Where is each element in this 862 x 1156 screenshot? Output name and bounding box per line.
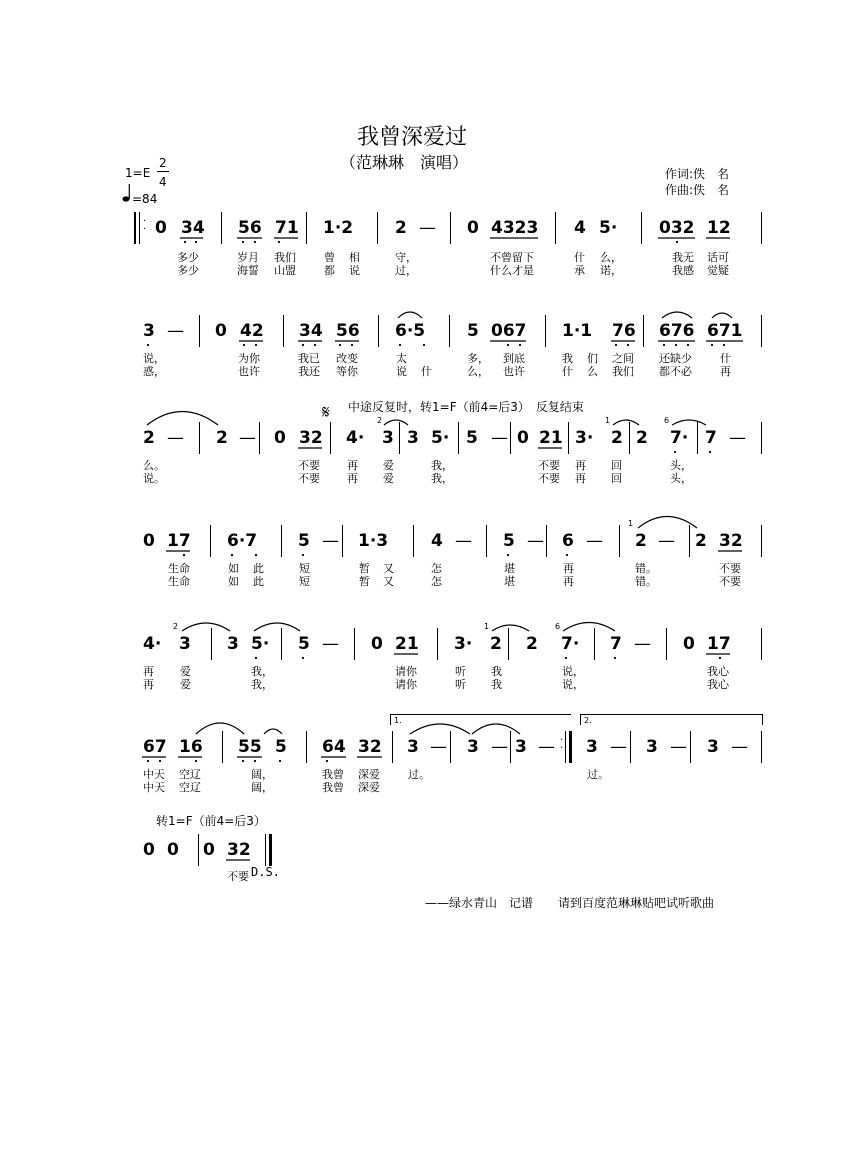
note: 3· <box>575 428 594 448</box>
lyric: 再 <box>143 665 154 678</box>
note: 4 <box>574 218 586 238</box>
note: 3 <box>143 321 155 341</box>
volta-1-label: 1. <box>394 716 402 725</box>
note: 21 <box>395 634 419 654</box>
lyric: 听 <box>455 665 466 678</box>
note: 5 <box>466 428 478 448</box>
note: 4 <box>431 531 443 551</box>
lyric: 头， <box>670 472 692 485</box>
dash: — <box>322 531 339 551</box>
grace-note: 2 <box>377 416 383 425</box>
note: 067 <box>491 321 527 341</box>
lyric: 我， <box>431 459 453 472</box>
time-signature-bottom: 4 <box>159 175 167 189</box>
lyric: 回 <box>611 472 622 485</box>
lyric: 说。 <box>143 472 165 485</box>
lyric: 过。 <box>587 768 609 781</box>
dash: — <box>670 737 687 757</box>
composer: 作曲:佚 名 <box>665 183 730 197</box>
note: 3 <box>646 737 658 757</box>
note: 1·1 <box>562 321 593 341</box>
lyric: 暂 <box>359 575 370 588</box>
lyric: 什 <box>574 251 585 264</box>
note: 3 <box>467 737 479 757</box>
lyric: 我心 <box>707 665 729 678</box>
dash: — <box>586 531 603 551</box>
lyric: 不要 <box>227 870 249 883</box>
lyric: 我 <box>491 678 502 691</box>
note: 0 <box>517 428 529 448</box>
note: 32 <box>358 737 382 757</box>
lyric: 我， <box>251 678 273 691</box>
note: 3 <box>179 634 191 654</box>
note: 5 <box>503 531 515 551</box>
lyric: 过。 <box>408 768 430 781</box>
lyric: 不曾留下 <box>490 251 534 264</box>
lyric: 太 <box>396 352 407 365</box>
lyric: 过， <box>395 264 417 277</box>
lyric: 海誓 <box>237 264 259 277</box>
note: 55 <box>238 737 262 757</box>
lyric: 听 <box>455 678 466 691</box>
lyric: 爱 <box>383 472 394 485</box>
lyric: 我已 <box>298 352 320 365</box>
dash: — <box>610 737 627 757</box>
lyric: 短 <box>299 562 310 575</box>
volta-2-label: 2. <box>584 716 592 725</box>
lyric: 暂 <box>359 562 370 575</box>
lyric: 我无 <box>672 251 694 264</box>
lyric: 头， <box>670 459 692 472</box>
lyric: 到底 <box>503 352 525 365</box>
lyric: 如 <box>228 575 239 588</box>
segno-icon: 𝄋 <box>322 402 330 423</box>
repeat-end-dots: · · <box>560 735 564 754</box>
note: 32 <box>719 531 743 551</box>
repeat-instruction: 中途反复时，转1=F（前4=后3） 反复结束 <box>348 400 584 414</box>
lyric: 也许 <box>503 365 525 378</box>
lyric: 说， <box>562 678 584 691</box>
lyric: 们 <box>587 352 598 365</box>
lyric: 再 <box>143 678 154 691</box>
lyric: 我们 <box>612 365 634 378</box>
lyric: 为你 <box>238 352 260 365</box>
lyric: 之间 <box>612 352 634 365</box>
note: 676 <box>659 321 695 341</box>
lyric: 再 <box>575 459 586 472</box>
lyric: 爱 <box>180 678 191 691</box>
time-signature-top: 2 <box>159 156 167 170</box>
lyric: 阔， <box>251 781 273 794</box>
lyric: 都 <box>324 264 335 277</box>
dal-segno-mark: D.S. <box>251 865 280 879</box>
lyric: 说 <box>396 365 407 378</box>
dash: — <box>455 531 472 551</box>
note: 1·3 <box>358 531 389 551</box>
note: 2 <box>216 428 228 448</box>
note: 67 <box>143 737 167 757</box>
note: 3 <box>227 634 239 654</box>
performer-subtitle: （范琳琳 演唱） <box>340 153 469 172</box>
grace-note: 1 <box>484 622 490 631</box>
lyric: 再 <box>575 472 586 485</box>
lyric: 什 <box>421 365 432 378</box>
dash: — <box>239 428 256 448</box>
lyric: 怎 <box>431 562 442 575</box>
note: 56 <box>336 321 360 341</box>
lyric: 不要 <box>538 459 560 472</box>
note: 0 <box>467 218 479 238</box>
lyric: 错。 <box>635 562 657 575</box>
note: 17 <box>167 531 191 551</box>
note: 2 <box>490 634 502 654</box>
dash: — <box>419 218 436 238</box>
note: 32 <box>227 840 251 860</box>
dash: — <box>658 531 675 551</box>
lyric: 承 <box>574 264 585 277</box>
lyric: 不要 <box>298 459 320 472</box>
lyric: 此 <box>253 562 264 575</box>
note: 5 <box>467 321 479 341</box>
lyric: 短 <box>299 575 310 588</box>
lyric: 我还 <box>298 365 320 378</box>
lyric: 都不必 <box>659 365 692 378</box>
note: 3 <box>382 428 394 448</box>
lyric: 深爱 <box>358 768 380 781</box>
note: 3 <box>515 737 527 757</box>
note: 42 <box>240 321 264 341</box>
lyricist: 作词:佚 名 <box>665 167 730 181</box>
dash: — <box>322 634 339 654</box>
dash: — <box>538 737 555 757</box>
lyric: 守， <box>395 251 417 264</box>
note: 56 <box>238 218 262 238</box>
lyric: 诺， <box>600 264 622 277</box>
lyric: 不要 <box>298 472 320 485</box>
lyric: 如 <box>228 562 239 575</box>
grace-note: 1 <box>628 519 634 528</box>
note: 5 <box>298 634 310 654</box>
note: 0 <box>215 321 227 341</box>
lyric: 再 <box>347 472 358 485</box>
lyric: 又 <box>383 575 394 588</box>
note: 2 <box>695 531 707 551</box>
lyric: 我， <box>431 472 453 485</box>
note: 0 <box>371 634 383 654</box>
lyric: 再 <box>720 365 731 378</box>
lyric: 爱 <box>383 459 394 472</box>
lyric: 堪 <box>504 562 515 575</box>
lyric: 多少 <box>177 264 199 277</box>
note: 0 <box>274 428 286 448</box>
note: 0 <box>203 840 215 860</box>
note: 71 <box>275 218 299 238</box>
lyric: 中天 <box>143 768 165 781</box>
note: 4· <box>346 428 365 448</box>
lyric: 么， <box>467 365 489 378</box>
note: 0 <box>683 634 695 654</box>
lyric: 什 <box>720 352 731 365</box>
dash: — <box>167 428 184 448</box>
note: 0 <box>155 218 167 238</box>
lyric: 说， <box>143 352 165 365</box>
transcriber-credit: ——绿水青山 记谱 <box>425 896 534 910</box>
note: 16 <box>179 737 203 757</box>
note: 34 <box>299 321 323 341</box>
note: 6·5 <box>395 321 426 341</box>
lyric: 我 <box>562 352 573 365</box>
note: 34 <box>181 218 205 238</box>
lyric: 此 <box>253 575 264 588</box>
listen-note: 请到百度范琳琳贴吧试听歌曲 <box>558 896 715 910</box>
note: 12 <box>707 218 731 238</box>
grace-note: 6 <box>664 416 670 425</box>
lyric: 么， <box>600 251 622 264</box>
lyric: 么。 <box>143 459 165 472</box>
lyric: 什 <box>562 365 573 378</box>
lyric: 我们 <box>274 251 296 264</box>
dash: — <box>731 737 748 757</box>
lyric: 我曾 <box>322 781 344 794</box>
note: 671 <box>707 321 743 341</box>
lyric: 说， <box>562 665 584 678</box>
dash: — <box>634 634 651 654</box>
note: 2 <box>611 428 623 448</box>
lyric: 不要 <box>538 472 560 485</box>
lyric: 不要 <box>719 575 741 588</box>
note: 5· <box>251 634 270 654</box>
lyric: 觉疑 <box>707 264 729 277</box>
modulation-mark: 转1=F（前4=后3） <box>156 814 266 828</box>
lyric: 空辽 <box>179 781 201 794</box>
note: 5 <box>298 531 310 551</box>
note: 5· <box>599 218 618 238</box>
note: 17 <box>707 634 731 654</box>
note: 3· <box>454 634 473 654</box>
note: 1·2 <box>323 218 354 238</box>
note: 032 <box>659 218 695 238</box>
dash: — <box>491 737 508 757</box>
lyric: 错。 <box>635 575 657 588</box>
lyric: 相 <box>349 251 360 264</box>
lyric: 我曾 <box>322 768 344 781</box>
lyric: 岁月 <box>237 251 259 264</box>
note: 2 <box>635 531 647 551</box>
lyric: 我心 <box>707 678 729 691</box>
lyric: 再 <box>347 459 358 472</box>
note: 64 <box>322 737 346 757</box>
lyric: 请你 <box>395 665 417 678</box>
lyric: 还缺少 <box>659 352 692 365</box>
note: 7· <box>561 634 580 654</box>
note: 7· <box>670 428 689 448</box>
lyric: 么 <box>587 365 598 378</box>
tempo-mark: =84 <box>132 192 158 206</box>
dash: — <box>729 428 746 448</box>
note: 0 <box>167 840 179 860</box>
lyric: 又 <box>383 562 394 575</box>
note: 0 <box>143 840 155 860</box>
lyric: 多， <box>467 352 489 365</box>
lyric: 也许 <box>238 365 260 378</box>
repeat-dots: · · <box>143 216 147 235</box>
note: 0 <box>143 531 155 551</box>
note: 2 <box>636 428 648 448</box>
lyric: 堪 <box>504 575 515 588</box>
lyric: 生命 <box>168 575 190 588</box>
lyric: 空辽 <box>179 768 201 781</box>
note: 3 <box>407 737 419 757</box>
lyric: 怎 <box>431 575 442 588</box>
lyric: 不要 <box>719 562 741 575</box>
note: 6·7 <box>227 531 258 551</box>
dash: — <box>527 531 544 551</box>
lyric: 再 <box>563 562 574 575</box>
note: 7 <box>705 428 717 448</box>
lyric: 我感 <box>672 264 694 277</box>
note: 2 <box>143 428 155 448</box>
note: 3 <box>407 428 419 448</box>
lyric: 生命 <box>168 562 190 575</box>
note: 2 <box>395 218 407 238</box>
note: 3 <box>586 737 598 757</box>
grace-note: 1 <box>605 416 611 425</box>
grace-note: 6 <box>555 622 561 631</box>
lyric: 请你 <box>395 678 417 691</box>
lyric: 我 <box>491 665 502 678</box>
note: 5 <box>275 737 287 757</box>
dash: — <box>430 737 447 757</box>
lyric: 阔， <box>251 768 273 781</box>
lyric: 回 <box>611 459 622 472</box>
lyric: 曾 <box>324 251 335 264</box>
note: 2 <box>526 634 538 654</box>
note: 6 <box>562 531 574 551</box>
grace-note: 2 <box>173 622 179 631</box>
dash: — <box>167 321 184 341</box>
note: 4· <box>143 634 162 654</box>
song-title: 我曾深爱过 <box>357 125 468 150</box>
lyric: 多少 <box>177 251 199 264</box>
dash: — <box>491 428 508 448</box>
lyric: 什么才是 <box>490 264 534 277</box>
lyric: 我， <box>251 665 273 678</box>
note: 3 <box>707 737 719 757</box>
lyric: 话可 <box>707 251 729 264</box>
lyric: 等你 <box>336 365 358 378</box>
note: 7 <box>610 634 622 654</box>
note: 4323 <box>491 218 539 238</box>
note: 21 <box>539 428 563 448</box>
note: 5· <box>431 428 450 448</box>
lyric: 深爱 <box>358 781 380 794</box>
lyric: 爱 <box>180 665 191 678</box>
note: 76 <box>612 321 636 341</box>
lyric: 改变 <box>336 352 358 365</box>
lyric: 山盟 <box>274 264 296 277</box>
key-signature: 1=E <box>125 166 151 180</box>
note: 32 <box>299 428 323 448</box>
lyric: 再 <box>563 575 574 588</box>
lyric: 惑， <box>143 365 165 378</box>
lyric: 说 <box>349 264 360 277</box>
lyric: 中天 <box>143 781 165 794</box>
